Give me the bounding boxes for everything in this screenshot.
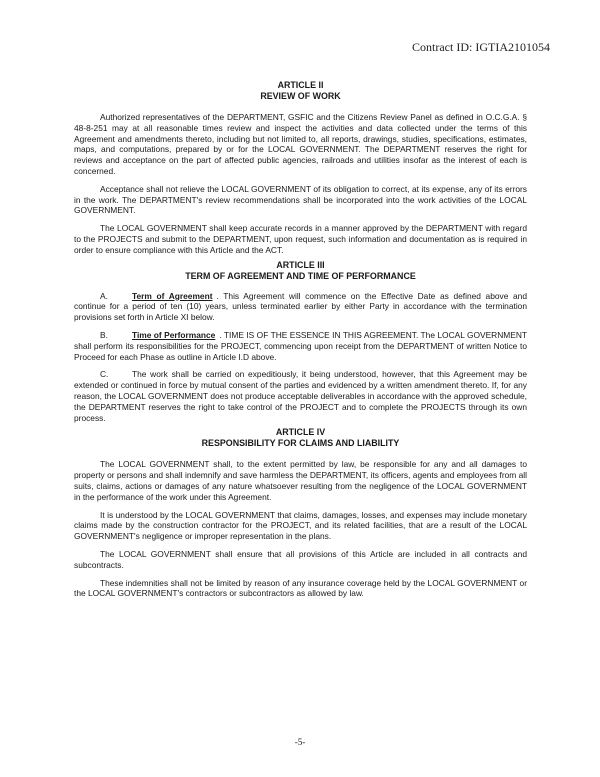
section-c-text: The work shall be carried on expeditiously, it being understood, however, that this Agreement may be extended or continued in force by mutual consent of the parties and evidenced by a written amendment thereto. If, for any reason, the LOCAL GOVERNMENT does not produce acceptable deliverables in accordance with the approved schedule, the DEPARTMENT reserves the right to take control of the PROJECT and to complete the PROJECTS through its own process. [74,369,527,423]
article-3-title: ARTICLE III [276,259,325,270]
section-b-text: . TIME IS OF THE ESSENCE IN THIS AGREEMENT. The LOCAL GOVERNMENT shall perform its responsibilities for the PROJECT, commencing upon receipt from the DEPARTMENT of written Notice to Proceed for each Phase as outline in Article I.D above. [74,329,527,362]
article-4-paragraph-2: It is understood by the LOCAL GOVERNMENT that claims, damages, losses, and expenses may include monetary claims made by the construction contractor for the PROJECT, and its related facilities, that are a result of the LOCAL GOVERNMENT's negligence or improper representation in the plans. [74,509,527,542]
article-4-paragraph-3: The LOCAL GOVERNMENT shall ensure that all provisions of this Article are included in all contracts and subcontracts. [74,548,527,570]
article-3-section-b [74,330,527,362]
section-b-letter: B. [100,329,108,340]
article-4-subtitle: RESPONSIBILITY FOR CLAIMS AND LIABILITY [201,438,400,449]
term-of-agreement-heading: Term of Agreement [132,290,213,301]
article-2-paragraph-2: Acceptance shall not relieve the LOCAL GOVERNMENT of its obligation to correct, at its expense, any of its errors in the work. The DEPARTMENT's review recommendations shall be incorporated into the work activities of the LOCAL GOVERNMENT. [74,183,527,216]
article-4-heading [74,427,527,449]
document-body [74,80,527,606]
section-c-letter: C. [100,369,109,380]
article-2-title: ARTICLE II [277,80,324,90]
article-4-title: ARTICLE IV [275,427,326,438]
article-2-paragraph-3: The LOCAL GOVERNMENT shall keep accurate records in a manner approved by the DEPARTMENT with regard to the PROJECTS and submit to the DEPARTMENT, upon request, such information and documentation as is required in order to ensure compliance with this Article and the ACT. [74,223,527,255]
article-3-heading [74,260,527,282]
section-a-text: . This Agreement will commence on the Effective Date as defined above and continue for a period of ten (10) years, unless terminated earlier by either Party in accordance with the termination provisions set forth in Article XI below. [74,290,527,323]
contract-id: Contract ID: IGTIA2101054 [412,40,550,54]
page-number: -5- [294,737,306,747]
article-2-subtitle: REVIEW OF WORK [260,91,341,101]
article-3-section-a [74,291,527,323]
article-4-paragraph-1: The LOCAL GOVERNMENT shall, to the extent permitted by law, be responsible for any and all damages to property or persons and shall indemnify and save harmless the DEPARTMENT, its officers, agents and employees from all suits, claims, actions or damages of any nature whatsoever resulting from the negligence of the LOCAL GOVERNMENT in the performance of the work under this Agreement. [74,459,527,502]
article-2-heading [74,80,527,102]
article-2-paragraph-1: Authorized representatives of the DEPARTMENT, GSFIC and the Citizens Review Panel as defined in O.C.G.A. § 48-8-251 may at all reasonable times review and inspect the activities and data collected under the terms of this Agreement and amendments thereto, including but not limited to, all reports, drawings, studies, specifications, estimates, maps, and computations, prepared by or for the LOCAL GOVERNMENT. The DEPARTMENT reserves the right for reviews and acceptance on the part of affected public agencies, railroads and utilities insofar as the interest of each is concerned. [74,112,527,176]
time-of-performance-heading: Time of Performance [132,329,216,340]
article-4-paragraph-4: These indemnities shall not be limited by reason of any insurance coverage held by the LOCAL GOVERNMENT or the LOCAL GOVERNMENT's contractors or subcontractors as allowed by law. [74,577,527,599]
article-3-section-c [74,369,527,423]
section-a-letter: A. [100,290,108,301]
article-3-subtitle: TERM OF AGREEMENT AND TIME OF PERFORMANCE [185,270,416,281]
